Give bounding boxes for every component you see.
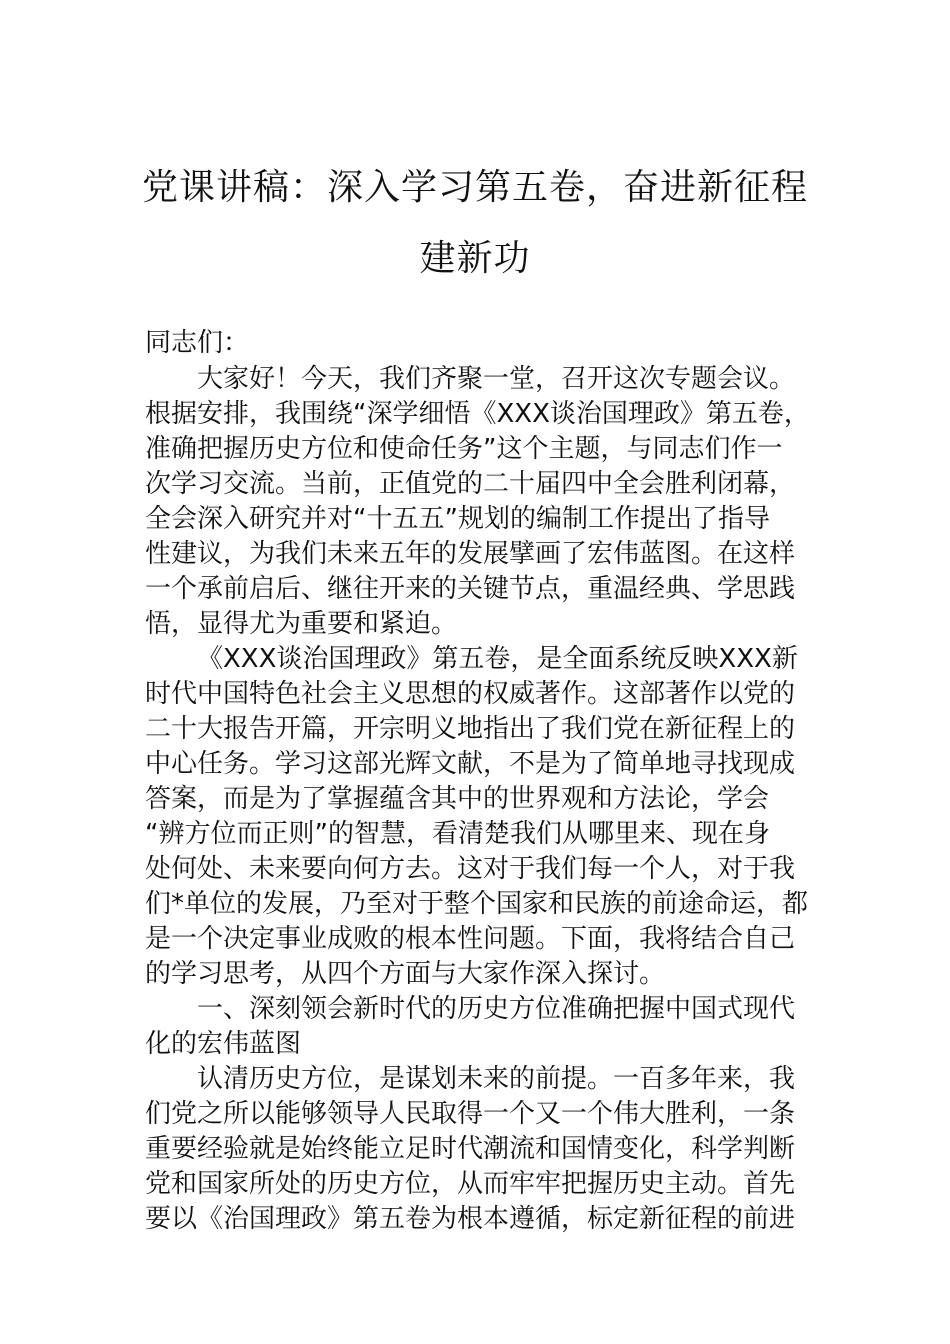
text-line: 是一个决定事业成败的根本性问题。下面，我将结合自己 — [145, 924, 796, 954]
text-line: 大家好！今天，我们齐聚一堂，召开这次专题会议。 — [197, 364, 796, 394]
text-line: 根据安排，我围绕“深学细悟《XXX谈治国理政》第五卷， — [145, 399, 810, 429]
text-line: 全会深入研究并对“十五五”规划的编制工作提出了指导 — [145, 504, 770, 534]
text-line: 二十大报告开篇，开宗明义地指出了我们党在新征程上的 — [145, 714, 796, 744]
text-line: 准确把握历史方位和使命任务”这个主题，与同志们作一 — [145, 434, 783, 464]
text-line: 悟，显得尤为重要和紧迫。 — [145, 609, 458, 639]
document-title-line-1: 党课讲稿：深入学习第五卷，奋进新征程 — [141, 167, 808, 208]
text-line: 《XXX谈治国理政》第五卷，是全面系统反映XXX新 — [197, 644, 798, 674]
text-line: 要以《治国理政》第五卷为根本遵循，标定新征程的前进 — [145, 1204, 796, 1234]
text-line: 处何处、未来要向何方去。这对于我们每一个人，对于我 — [145, 854, 796, 884]
text-line: 答案，而是为了掌握蕴含其中的世界观和方法论，学会 — [145, 784, 770, 814]
section-heading-line: 一、深刻领会新时代的历史方位准确把握中国式现代 — [197, 994, 796, 1024]
text-line: 们党之所以能够领导人民取得一个又一个伟大胜利，一条 — [145, 1099, 796, 1129]
text-line: 次学习交流。当前，正值党的二十届四中全会胜利闭幕， — [145, 469, 796, 499]
text-line: 一个承前启后、继往开来的关键节点，重温经典、学思践 — [145, 574, 796, 604]
document-title-line-2: 建新功 — [419, 238, 531, 279]
text-line: 重要经验就是始终能立足时代潮流和国情变化，科学判断 — [145, 1134, 796, 1164]
salutation: 同志们： — [145, 328, 250, 358]
section-heading-line: 化的宏伟蓝图 — [145, 1029, 302, 1059]
text-line: 的学习思考，从四个方面与大家作深入探讨。 — [145, 959, 666, 989]
text-line: “辨方位而正则”的智慧，看清楚我们从哪里来、现在身 — [145, 819, 770, 849]
text-line: 党和国家所处的历史方位，从而牢牢把握历史主动。首先 — [145, 1169, 796, 1199]
text-line: 时代中国特色社会主义思想的权威著作。这部著作以党的 — [145, 679, 796, 709]
text-line: 认清历史方位，是谋划未来的前提。一百多年来，我 — [197, 1064, 796, 1094]
text-line: 性建议，为我们未来五年的发展擘画了宏伟蓝图。在这样 — [145, 539, 796, 569]
text-line: 中心任务。学习这部光辉文献，不是为了简单地寻找现成 — [145, 749, 796, 779]
text-line: 们*单位的发展，乃至对于整个国家和民族的前途命运，都 — [145, 889, 809, 919]
